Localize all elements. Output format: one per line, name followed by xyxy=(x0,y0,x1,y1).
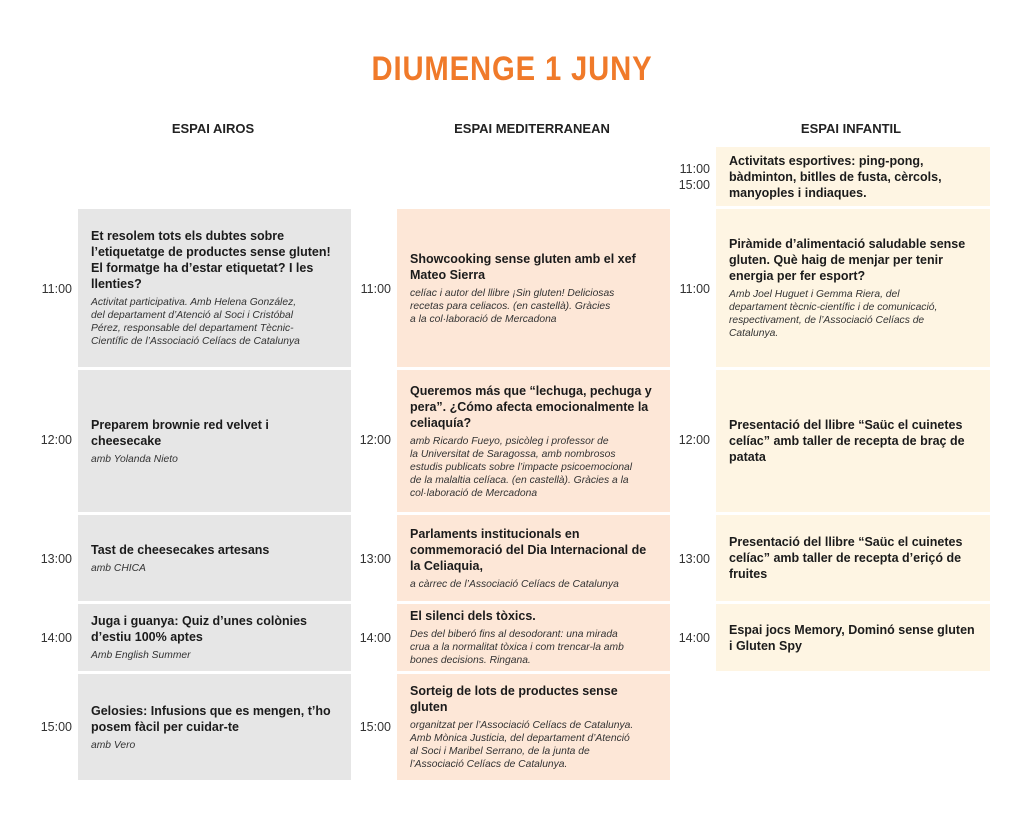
activity-title: Gelosies: Infusions que es mengen, t’ho posem fàcil per cuidar-te xyxy=(91,703,331,734)
activity-description: celíac i autor del llibre ¡Sin gluten! Deliciosas recetas para celiacos. (en castellà). Gràcies a la col·laboració de Mercadona xyxy=(410,287,615,325)
schedule-cell xyxy=(78,370,351,512)
activity-description: amb Yolanda Nieto xyxy=(91,453,178,465)
activity-title: Et resolem tots els dubtes sobre l’etiquetatge de productes sense gluten! El formatge ha d’estar etiquetat? I les llenties? xyxy=(91,229,331,291)
schedule-cell xyxy=(397,209,670,367)
slot-time: 12:00 xyxy=(40,433,72,447)
schedule-cell xyxy=(716,209,990,367)
slot-time-end: 15:00 xyxy=(678,178,710,192)
schedule-cell xyxy=(397,370,670,512)
slot-time: 14:00 xyxy=(678,631,710,645)
schedule-cell xyxy=(78,515,351,601)
slot-time: 13:00 xyxy=(359,552,391,566)
schedule-cell xyxy=(716,147,990,206)
slot-time: 13:00 xyxy=(40,552,72,566)
activity-title: Parlaments institucionals en commemoració del Dia Internacional de la Celiaquia, xyxy=(410,526,647,573)
column-header-infantil: ESPAI INFANTIL xyxy=(800,121,902,136)
schedule-cell xyxy=(397,604,670,671)
activity-title: Sorteig de lots de productes sense gluten xyxy=(410,684,618,714)
activity-title: Presentació del llibre “Saüc el cuinetes celíac” amb taller de recepta d’eriçó de fruites xyxy=(729,535,963,581)
activity-description: amb Ricardo Fueyo, psicòleg i professor de la Universitat de Saragossa, amb nombrosos estudis publicats sobre l’impacte psicoemocional de la malaltia celíaca. (en castellà). Gràcies a la col·laboració de Mercadona xyxy=(410,435,633,499)
column-header-mediterranean: ESPAI MEDITERRANEAN xyxy=(454,121,610,136)
slot-time: 15:00 xyxy=(40,720,72,734)
activity-description: amb CHICA xyxy=(91,562,146,574)
page-title: DIUMENGE 1 JUNY xyxy=(371,50,653,88)
schedule-cell xyxy=(397,515,670,601)
slot-time: 14:00 xyxy=(40,631,72,645)
slot-time: 11:00 xyxy=(41,282,72,296)
schedule-cell xyxy=(716,604,990,671)
activity-description: Activitat participativa. Amb Helena González, del departament d’Atenció al Soci i Cristóbal Pérez, responsable del departament Tècnic- Científic de l’Associació Celíacs de Catalunya xyxy=(91,297,300,347)
activity-description: Des del biberó fins al desodorant: una mirada crua a la normalitat tòxica i com trencar-la amb bones decisions. Ringana. xyxy=(410,629,624,666)
activity-title: Queremos más que “lechuga, pechuga y pera”. ¿Cómo afecta emocionalmente la celiaquía? xyxy=(410,383,652,430)
activity-description: a càrrec de l’Associació Celíacs de Catalunya xyxy=(410,578,619,590)
slot-time: 11:00 xyxy=(360,282,391,296)
activity-title: Presentació del llibre “Saüc el cuinetes celíac” amb taller de recepta de braç de patata xyxy=(729,418,965,464)
schedule-cell xyxy=(716,515,990,601)
slot-time: 14:00 xyxy=(359,631,391,645)
activity-description: organitzat per l’Associació Celíacs de Catalunya. Amb Mònica Justicia, del departament d’Atenció al Soci i Maribel Serrano, de la junta de l’Associació Celíacs de Catalunya. xyxy=(410,720,634,770)
slot-time: 15:00 xyxy=(359,720,391,734)
schedule-cell xyxy=(716,370,990,512)
slot-time: 13:00 xyxy=(678,552,710,566)
schedule-cell xyxy=(78,604,351,671)
activity-description: amb Vero xyxy=(91,739,136,751)
schedule-cell xyxy=(397,674,670,780)
activity-title: Piràmide d’alimentació saludable sense gluten. Què haig de menjar per tenir energia per fer esport? xyxy=(729,237,966,283)
activity-title: Espai jocs Memory, Dominó sense gluten i Gluten Spy xyxy=(729,622,975,653)
activity-title: Tast de cheesecakes artesans xyxy=(91,542,270,557)
slot-time: 11:00 xyxy=(679,282,710,296)
activity-description: Amb English Summer xyxy=(91,650,191,661)
activity-title: Showcooking sense gluten amb el xef Mateo Sierra xyxy=(410,251,636,282)
activity-title: Preparem brownie red velvet i cheesecake xyxy=(91,417,269,448)
slot-time: 12:00 xyxy=(678,433,710,447)
slot-time: 11:00 xyxy=(679,162,710,176)
slot-time: 12:00 xyxy=(359,433,391,447)
activity-title: Juga i guanya: Quiz d’unes colònies d’estiu 100% aptes xyxy=(91,614,308,644)
activity-description: Amb Joel Huguet i Gemma Riera, del departament tècnic-científic i de comunicació, respectivament, de l’Associació Celíacs de Catalunya. xyxy=(729,289,938,339)
activity-title: El silenci dels tòxics. xyxy=(410,609,536,623)
schedule-cell xyxy=(78,209,351,367)
activity-title: Activitats esportives: ping-pong, bàdminton, bitlles de fusta, cèrcols, manyoples i indiaques. xyxy=(729,153,942,200)
schedule-cell xyxy=(78,674,351,780)
column-header-airos: ESPAI AIROS xyxy=(171,121,255,136)
